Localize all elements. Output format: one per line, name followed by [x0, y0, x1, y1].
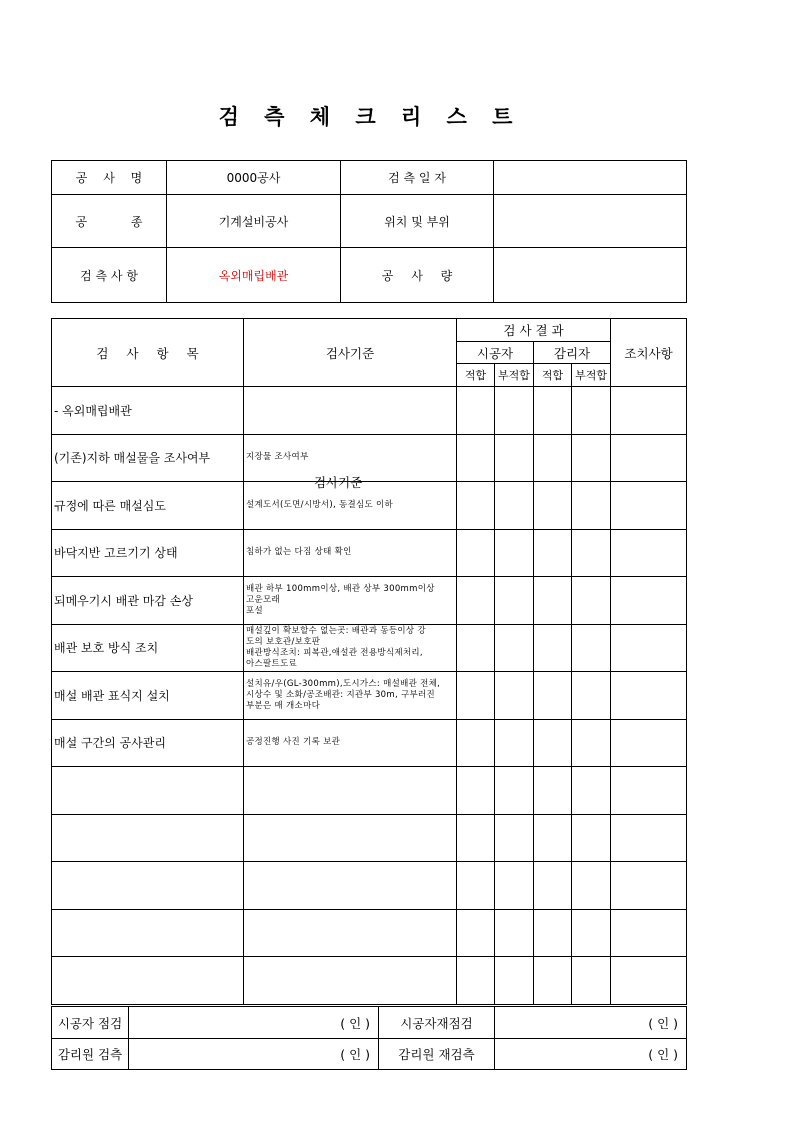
criteria-line: 지장물 조사여부	[246, 452, 309, 463]
check-row	[52, 529, 687, 577]
action-cell[interactable]	[611, 624, 687, 672]
check-criteria	[244, 909, 457, 957]
check-criteria	[244, 624, 457, 672]
supervisor-fail-cell[interactable]	[572, 767, 611, 815]
criteria-overlay-label: 검사기준	[314, 475, 363, 490]
contractor-pass-cell[interactable]	[457, 957, 495, 1005]
check-criteria	[244, 767, 457, 815]
supervisor-pass-cell[interactable]	[534, 529, 572, 577]
supervisor-pass-cell[interactable]	[534, 957, 572, 1005]
location-value[interactable]	[494, 195, 687, 248]
page-title: 검 측 체 크 리 스 트	[218, 105, 522, 129]
sign-table	[51, 1006, 687, 1070]
contractor-pass-cell[interactable]	[457, 482, 495, 530]
check-criteria	[244, 387, 457, 435]
supervisor-pass-cell[interactable]	[534, 672, 572, 720]
check-criteria	[244, 672, 457, 720]
check-row	[52, 672, 687, 720]
check-row	[52, 719, 687, 767]
check-item: 배관 보호 방식 조치	[52, 624, 244, 672]
supervisor-pass-header: 적합	[534, 364, 572, 387]
check-item: 바닥지반 고르기기 상태	[52, 529, 244, 577]
project-label: 공 사 명	[52, 161, 167, 195]
contractor-fail-cell[interactable]	[495, 434, 534, 482]
supervisor-fail-header: 부적합	[572, 364, 611, 387]
supervisor-pass-cell[interactable]	[534, 434, 572, 482]
check-item: 규정에 따른 매설심도	[52, 482, 244, 530]
supervisor-fail-cell[interactable]	[572, 814, 611, 862]
contractor-fail-cell[interactable]	[495, 624, 534, 672]
supervisor-fail-cell[interactable]	[572, 482, 611, 530]
supervisor-pass-cell[interactable]	[534, 814, 572, 862]
check-item: 매설 구간의 공사관리	[52, 719, 244, 767]
action-cell[interactable]	[611, 719, 687, 767]
header-item: 검 사 항 목	[52, 319, 244, 387]
check-criteria	[244, 529, 457, 577]
contractor-fail-cell[interactable]	[495, 909, 534, 957]
contractor-pass-cell[interactable]	[457, 577, 495, 625]
contractor-pass-cell[interactable]	[457, 719, 495, 767]
contractor-fail-cell[interactable]	[495, 957, 534, 1005]
supervisor-fail-cell[interactable]	[572, 434, 611, 482]
check-row	[52, 767, 687, 815]
supervisor-fail-cell[interactable]	[572, 624, 611, 672]
contractor-fail-cell[interactable]	[495, 767, 534, 815]
criteria-line: 시상수 및 소화/공조배관: 지관부 30m, 구부러진	[246, 689, 436, 700]
supervisor-pass-cell[interactable]	[534, 482, 572, 530]
info-table	[51, 160, 687, 303]
action-cell[interactable]	[611, 387, 687, 435]
check-item: (기존)지하 매설물을 조사여부	[52, 434, 244, 482]
check-criteria	[244, 862, 457, 910]
header-criteria: 검사기준	[244, 319, 457, 387]
supervisor-fail-cell[interactable]	[572, 672, 611, 720]
quantity-value[interactable]	[494, 248, 687, 303]
check-table	[51, 318, 687, 1005]
header-action: 조치사항	[611, 319, 687, 387]
contractor-recheck-seal[interactable]: ( 인 )	[495, 1007, 687, 1039]
check-row	[52, 624, 687, 672]
supervisor-recheck-seal[interactable]: ( 인 )	[495, 1039, 687, 1070]
check-item	[52, 957, 244, 1005]
date-label: 검 측 일 자	[341, 161, 494, 195]
supervisor-pass-cell[interactable]	[534, 624, 572, 672]
action-cell[interactable]	[611, 529, 687, 577]
criteria-line: 아스팔트도료	[246, 658, 298, 669]
supervisor-pass-cell[interactable]	[534, 909, 572, 957]
criteria-line: 매설깊이 확보할수 없는곳: 배관과 동등이상 강	[246, 625, 426, 636]
contractor-pass-cell[interactable]	[457, 529, 495, 577]
check-row	[52, 482, 687, 530]
criteria-line: 도의 보호관/보호판	[246, 636, 321, 647]
supervisor-fail-cell[interactable]	[572, 387, 611, 435]
header-result: 검 사 결 과	[457, 319, 611, 342]
check-row	[52, 577, 687, 625]
contractor-pass-cell[interactable]	[457, 862, 495, 910]
check-criteria	[244, 577, 457, 625]
location-label: 위치 및 부위	[341, 195, 494, 248]
supervisor-pass-cell[interactable]	[534, 719, 572, 767]
check-item: 매설 배관 표식지 설치	[52, 672, 244, 720]
criteria-line: 포설	[246, 605, 264, 616]
contractor-pass-cell[interactable]	[457, 672, 495, 720]
type-value: 기계설비공사	[167, 195, 341, 248]
contractor-fail-cell[interactable]	[495, 387, 534, 435]
check-row	[52, 387, 687, 435]
action-cell[interactable]	[611, 909, 687, 957]
criteria-line: 배관 하부 100mm이상, 배관 상부 300mm이상	[246, 583, 435, 594]
check-row	[52, 862, 687, 910]
check-row	[52, 957, 687, 1005]
contractor-fail-header: 부적합	[495, 364, 534, 387]
action-cell[interactable]	[611, 672, 687, 720]
item-value: 옥외매립배관	[167, 248, 341, 303]
supervisor-fail-cell[interactable]	[572, 909, 611, 957]
contractor-fail-cell[interactable]	[495, 577, 534, 625]
project-value: 0000공사	[167, 161, 341, 195]
action-cell[interactable]	[611, 482, 687, 530]
contractor-pass-cell[interactable]	[457, 624, 495, 672]
check-criteria	[244, 957, 457, 1005]
contractor-fail-cell[interactable]	[495, 529, 534, 577]
contractor-pass-header: 적합	[457, 364, 495, 387]
contractor-pass-cell[interactable]	[457, 814, 495, 862]
check-row	[52, 434, 687, 482]
criteria-line: 설치유/우(GL-300mm),도시가스: 매설배관 전체,	[246, 678, 441, 689]
contractor-check-label: 시공자 점검	[52, 1007, 129, 1039]
criteria-line: 배관방식조치: 피복관,애설관 전용방식제처리,	[246, 647, 423, 658]
check-item: 되메우기시 배관 마감 손상	[52, 577, 244, 625]
supervisor-check-seal[interactable]: ( 인 )	[129, 1039, 379, 1070]
supervisor-fail-cell[interactable]	[572, 862, 611, 910]
criteria-line: 침하가 없는 다짐 상태 확인	[246, 547, 352, 558]
type-label: 공 종	[52, 195, 167, 248]
contractor-fail-cell[interactable]	[495, 482, 534, 530]
contractor-fail-cell[interactable]	[495, 814, 534, 862]
action-cell[interactable]	[611, 814, 687, 862]
supervisor-recheck-label: 감리원 재검측	[379, 1039, 495, 1070]
supervisor-fail-cell[interactable]	[572, 719, 611, 767]
item-label: 검 측 사 항	[52, 248, 167, 303]
supervisor-pass-cell[interactable]	[534, 862, 572, 910]
criteria-line: 공정진행 사진 기록 보관	[246, 737, 341, 748]
supervisor-check-label: 감리원 검측	[52, 1039, 129, 1070]
check-item	[52, 862, 244, 910]
supervisor-pass-cell[interactable]	[534, 387, 572, 435]
supervisor-fail-cell[interactable]	[572, 577, 611, 625]
action-cell[interactable]	[611, 862, 687, 910]
action-cell[interactable]	[611, 767, 687, 815]
contractor-fail-cell[interactable]	[495, 719, 534, 767]
contractor-fail-cell[interactable]	[495, 862, 534, 910]
check-row	[52, 814, 687, 862]
date-value[interactable]	[494, 161, 687, 195]
contractor-check-seal[interactable]: ( 인 )	[129, 1007, 379, 1039]
header-supervisor: 감리자	[534, 342, 611, 364]
contractor-pass-cell[interactable]	[457, 434, 495, 482]
check-item	[52, 814, 244, 862]
contractor-fail-cell[interactable]	[495, 672, 534, 720]
contractor-pass-cell[interactable]	[457, 387, 495, 435]
action-cell[interactable]	[611, 577, 687, 625]
action-cell[interactable]	[611, 434, 687, 482]
check-item: - 옥외매립배관	[52, 387, 244, 435]
check-row	[52, 909, 687, 957]
criteria-line: 부분은 매 개소마다	[246, 700, 321, 711]
header-contractor: 시공자	[457, 342, 534, 364]
contractor-pass-cell[interactable]	[457, 909, 495, 957]
check-item	[52, 909, 244, 957]
check-criteria	[244, 814, 457, 862]
action-cell[interactable]	[611, 957, 687, 1005]
check-item	[52, 767, 244, 815]
contractor-pass-cell[interactable]	[457, 767, 495, 815]
criteria-line: 고운모래	[246, 594, 281, 605]
supervisor-fail-cell[interactable]	[572, 957, 611, 1005]
supervisor-fail-cell[interactable]	[572, 529, 611, 577]
contractor-recheck-label: 시공자재점검	[379, 1007, 495, 1039]
check-criteria	[244, 719, 457, 767]
quantity-label: 공 사 량	[341, 248, 494, 303]
criteria-line: 설계도서(도면/시방서), 동결심도 이하	[246, 499, 394, 510]
supervisor-pass-cell[interactable]	[534, 577, 572, 625]
supervisor-pass-cell[interactable]	[534, 767, 572, 815]
